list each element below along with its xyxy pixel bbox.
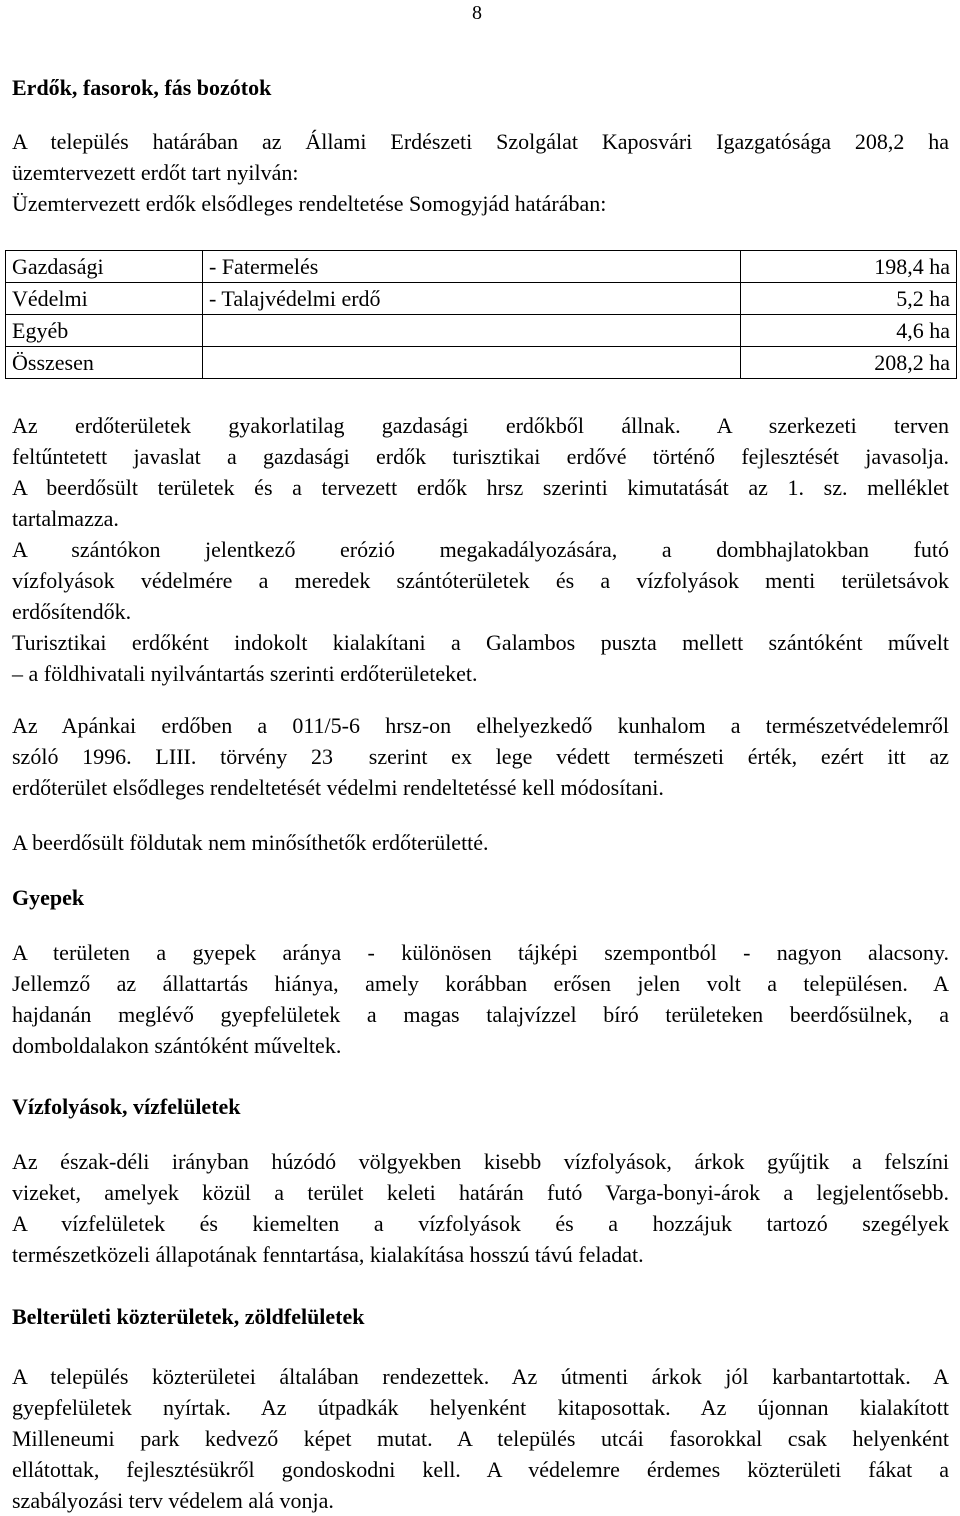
- table-cell-area: 208,2 ha: [741, 347, 957, 379]
- text-line: Milleneumi park kedvező képet mutat. A település utcái fasorokkal csak helyenként: [12, 1426, 949, 1451]
- erdok-paragraph-1: [12, 410, 949, 689]
- table-row: [6, 251, 957, 283]
- text-line: Turisztikai erdőként indokolt kialakítani a Galambos puszta mellett szántóként művelt: [12, 630, 949, 655]
- table-row: [6, 315, 957, 347]
- erdok-paragraph-2: [12, 710, 949, 803]
- text-line: gyepfelületek nyírtak. Az útpadkák helyenként kitaposottak. Az újonnan kialakított: [12, 1395, 949, 1420]
- text-line: feltűntetett javaslat a gazdasági erdők turisztikai erdővé történő fejlesztését javasolja.: [12, 444, 949, 469]
- text-line: Üzemtervezett erdők elsődleges rendeltetése Somogyjád határában:: [12, 191, 607, 216]
- table-row: [6, 347, 957, 379]
- table-cell-area: 198,4 ha: [741, 251, 957, 283]
- text-line: A település közterületei általában rendezettek. Az útmenti árkok jól karbantartottak. A: [12, 1364, 949, 1389]
- text-line: vízfolyások védelmére a meredek szántóterületek és a vízfolyások menti területsávok: [12, 568, 949, 593]
- belteruleti-paragraph: [12, 1361, 949, 1516]
- table-cell-category: Védelmi: [6, 283, 203, 315]
- erdok-paragraph-3: A beerdősült földutak nem minősíthetők erdőterületté.: [12, 830, 489, 855]
- table-cell-area: 4,6 ha: [741, 315, 957, 347]
- table-cell-category: Összesen: [6, 347, 203, 379]
- table-cell-subtype: [203, 347, 741, 379]
- section-title-belteruleti: Belterületi közterületek, zöldfelületek: [12, 1304, 365, 1329]
- text-line: ellátottak, fejlesztésükről gondoskodni kell. A védelemre érdemes közterületi fákat a: [12, 1457, 949, 1482]
- text-line: Az Apánkai erdőben a 011/5-6 hrsz-on elhelyezkedő kunhalom a természetvédelemről: [12, 713, 949, 738]
- text-line: hajdanán meglévő gyepfelületek a magas talajvízzel bíró területeken beerdősülnek, a: [12, 1002, 949, 1027]
- section-title-erdok: Erdők, fasorok, fás bozótok: [12, 75, 272, 100]
- vizfolyasok-paragraph: [12, 1146, 949, 1270]
- text-line: A beerdősült területek és a tervezett erdők hrsz szerinti kimutatását az 1. sz. melléklet: [12, 475, 949, 500]
- table-cell-subtype: - Fatermelés: [203, 251, 741, 283]
- law-continuation-text: szerint ex lege védett természeti érték, ezért itt az: [368, 744, 950, 769]
- table-cell-category: Gazdasági: [6, 251, 203, 283]
- table-cell-subtype: - Talajvédelmi erdő: [203, 283, 741, 315]
- text-line: szabályozási terv védelem alá vonja.: [12, 1488, 334, 1513]
- text-line: természetközeli állapotának fenntartása, kialakítása hosszú távú feladat.: [12, 1242, 644, 1267]
- text-line: [12, 741, 949, 772]
- text-line: üzemtervezett erdőt tart nyilván:: [12, 160, 299, 185]
- law-reference-text: szóló 1996. LIII. törvény 23: [12, 744, 334, 769]
- table-cell-category: Egyéb: [6, 315, 203, 347]
- text-line: A vízfelületek és kiemelten a vízfolyások és a hozzájuk tartozó szegélyek: [12, 1211, 949, 1236]
- table-cell-area: 5,2 ha: [741, 283, 957, 315]
- text-line: erdősítendők.: [12, 599, 132, 624]
- text-line: Jellemző az állattartás hiánya, amely korábban erősen jelen volt a településen. A: [12, 971, 949, 996]
- text-line: Az erdőterületek gyakorlatilag gazdasági erdőkből állnak. A szerkezeti terven: [12, 413, 949, 438]
- page-number: 8: [472, 2, 482, 24]
- text-line: domboldalakon szántóként műveltek.: [12, 1033, 342, 1058]
- text-line: – a földhivatali nyilvántartás szerinti erdőterületeket.: [12, 661, 478, 686]
- section-title-vizfolyasok: Vízfolyások, vízfelületek: [12, 1094, 241, 1119]
- table-row: [6, 283, 957, 315]
- text-line: erdőterület elsődleges rendeltetését védelmi rendeltetéssé kell módosítani.: [12, 775, 664, 800]
- erdok-intro: [12, 126, 949, 219]
- text-line: A területen a gyepek aránya - különösen tájképi szempontból - nagyon alacsony.: [12, 940, 949, 965]
- gyepek-paragraph: [12, 937, 949, 1061]
- text-line: tartalmazza.: [12, 506, 119, 531]
- text-line: A település határában az Állami Erdészeti Szolgálat Kaposvári Igazgatósága 208,2 ha: [12, 129, 949, 154]
- text-line: vizeket, amelyek közül a terület keleti határán futó Varga-bonyi-árok a legjelentősebb.: [12, 1180, 949, 1205]
- text-line: A szántókon jelentkező erózió megakadályozására, a dombhajlatokban futó: [12, 537, 949, 562]
- table-cell-subtype: [203, 315, 741, 347]
- forest-area-table: [5, 250, 957, 379]
- text-line: Az észak-déli irányban húzódó völgyekben kisebb vízfolyások, árkok gyűjtik a felszíni: [12, 1149, 949, 1174]
- section-title-gyepek: Gyepek: [12, 885, 85, 910]
